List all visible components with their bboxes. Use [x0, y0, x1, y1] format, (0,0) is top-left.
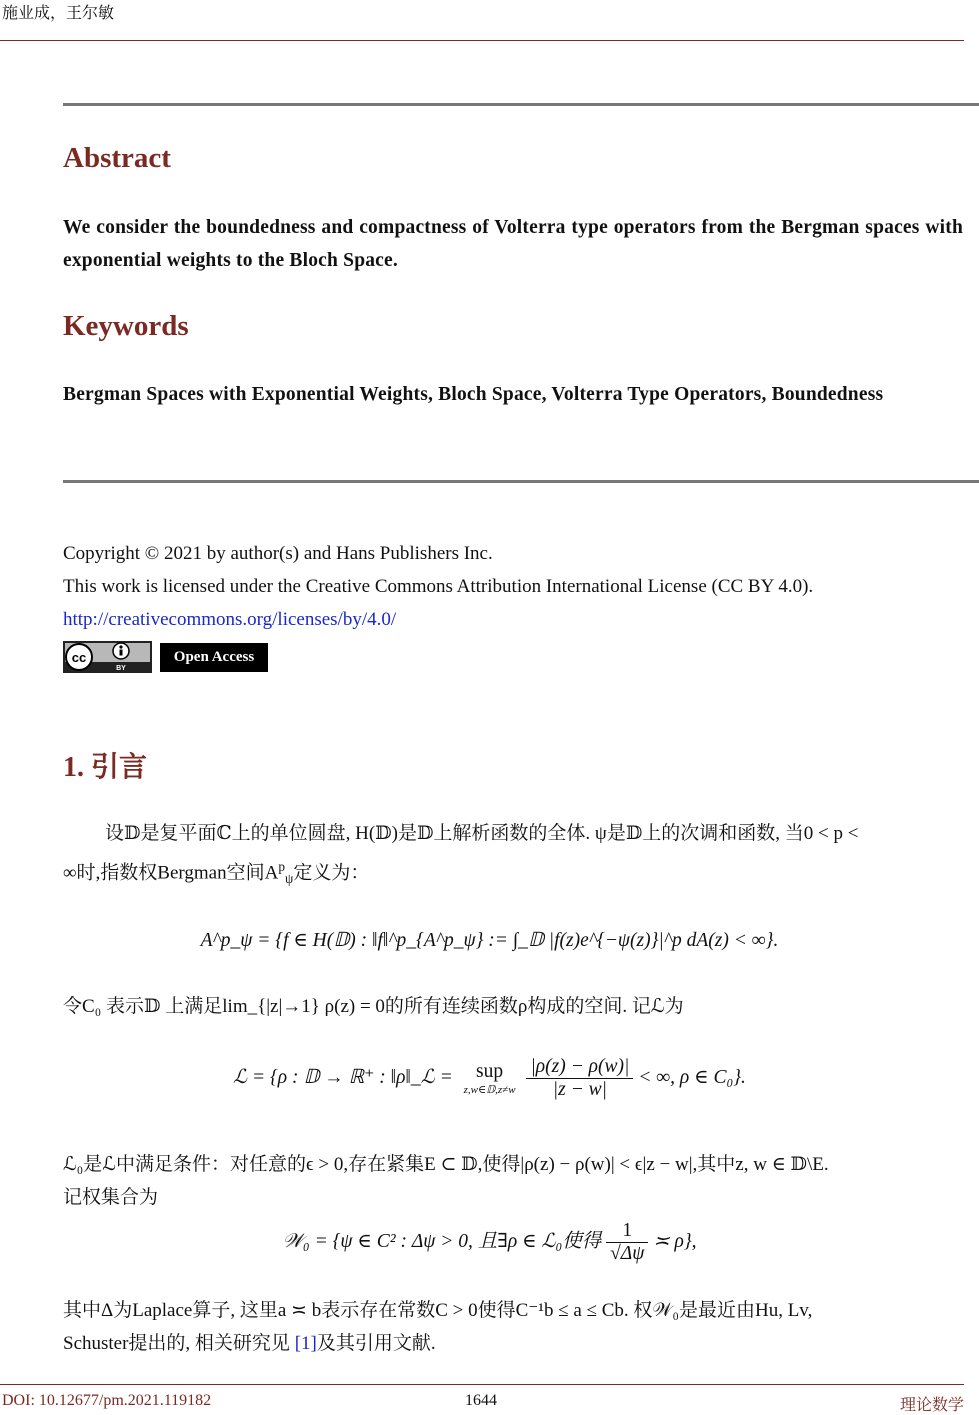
intro-paragraph-3-line-1: ℒ₀是ℒ中满足条件：对任意的ϵ > 0,存在紧集E ⊂ 𝔻,使得|ρ(z) − ρ(w)| < ϵ|z − w|,其中z, w ∈ 𝔻\E.	[63, 1154, 829, 1175]
intro-paragraph-4-line-2	[63, 1327, 965, 1360]
eq3-right: ≍ ρ},	[653, 1230, 697, 1252]
cc-by-label: BY	[116, 665, 126, 672]
intro-p1-sup: p	[278, 859, 285, 874]
intro-paragraph-1-line-2	[63, 850, 965, 895]
intro-paragraph-4-line-1: 其中Δ为Laplace算子, 这里a ≍ b表示存在常数C > 0使得C⁻¹b ≤ a ≤ Cb. 权𝒲₀是最近由Hu, Lv,	[63, 1300, 813, 1321]
eq2-sup-block	[464, 1061, 516, 1096]
footer-page-number: 1644	[465, 1392, 497, 1409]
license-link[interactable]: http://creativecommons.org/licenses/by/4.0/	[63, 609, 397, 630]
eq2-denominator: |z − w|	[552, 1079, 608, 1100]
eq2-sup-sub: z,w∈𝔻,z≠w	[463, 1084, 516, 1096]
intro-p1-line2-tail: 定义为：	[293, 862, 370, 884]
intro-paragraph-2: 令C₀ 表示𝔻 上满足lim_{|z|→1} ρ(z) = 0的所有连续函数ρ构成的空间. 记ℒ为	[63, 996, 684, 1017]
eq2-right: < ∞, ρ ∈ C₀}.	[638, 1066, 746, 1088]
cc-by-icon	[63, 641, 152, 673]
footer-doi[interactable]: DOI: 10.12677/pm.2021.119182	[2, 1392, 212, 1409]
eq2-fraction	[526, 1056, 633, 1101]
license-statement: This work is licensed under the Creative Commons Attribution International License (CC BY 4.0).	[63, 576, 814, 597]
copyright-line: Copyright © 2021 by author(s) and Hans Publishers Inc.	[63, 543, 493, 564]
section-1-title: 1. 引言	[63, 752, 148, 783]
svg-text:cc: cc	[71, 650, 87, 665]
cc-by-badge[interactable]	[63, 641, 152, 673]
intro-p1-line2-text: ∞时,指数权Bergman空间A	[63, 862, 279, 884]
intro-paragraph-1-line-1: 设𝔻是复平面ℂ上的单位圆盘, H(𝔻)是𝔻上解析函数的全体. ψ是𝔻上的次调和函数, 当0 < p <	[105, 823, 859, 844]
intro-p4-post: 及其引用文献.	[316, 1333, 436, 1354]
eq3-fraction	[606, 1220, 648, 1265]
citation-link-1[interactable]: [1]	[294, 1333, 317, 1354]
eq3-numerator: 1	[606, 1220, 648, 1243]
intro-paragraph-3-line-2: 记权集合为	[63, 1187, 159, 1208]
intro-p4-pre: Schuster提出的, 相关研究见	[63, 1333, 295, 1354]
footer-rule	[0, 1384, 964, 1385]
running-head-authors: 施业成，王尔敏	[2, 5, 115, 22]
keywords-bottom-rule	[63, 480, 979, 483]
header-rule	[0, 40, 964, 41]
abstract-text: We consider the boundedness and compactness of Volterra type operators from the Bergman spaces with exponential weights to the Bloch Space.	[63, 217, 963, 271]
eq2-sup: sup	[476, 1061, 504, 1082]
eq3-denominator: √Δψ	[610, 1243, 645, 1264]
open-access-badge[interactable]: Open Access	[160, 643, 268, 672]
intro-p1-sub: ψ	[284, 871, 294, 887]
abstract-title: Abstract	[63, 142, 171, 174]
footer-journal: 理论数学	[899, 1397, 964, 1414]
keywords-title: Keywords	[63, 310, 189, 342]
eq3-left: 𝒲₀ = {ψ ∈ C² : Δψ > 0, 且∃ρ ∈ ℒ₀使得	[282, 1230, 602, 1252]
equation-little-lipschitz	[0, 1056, 979, 1101]
eq2-numerator: |ρ(z) − ρ(w)|	[526, 1056, 633, 1079]
equation-weight-class	[0, 1220, 979, 1265]
equation-bergman-space: A^p_ψ = {f ∈ H(𝔻) : ‖f‖^p_{A^p_ψ} := ∫_𝔻 |f(z)e^{−ψ(z)}|^p dA(z) < ∞}.	[200, 930, 779, 951]
keywords-text: Bergman Spaces with Exponential Weights, Bloch Space, Volterra Type Operators, Boundedness	[63, 384, 884, 405]
abstract-top-rule	[63, 103, 979, 106]
eq2-left: ℒ = {ρ : 𝔻 → ℝ⁺ : ‖ρ‖_ℒ =	[233, 1066, 453, 1088]
